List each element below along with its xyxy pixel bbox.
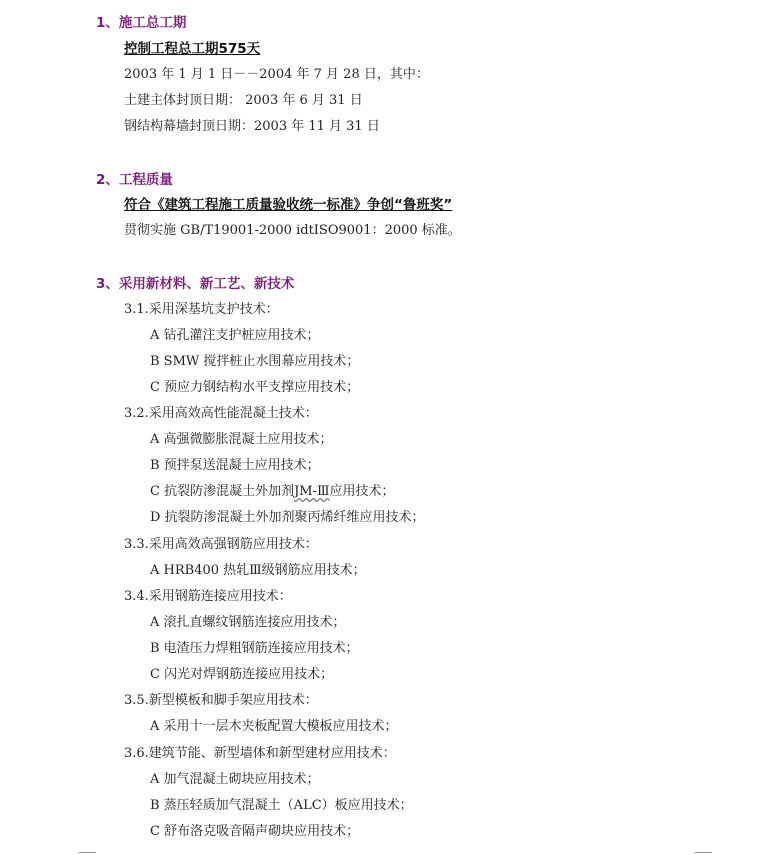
- item-3-3-title: 3.3.采用高效高强钢筋应用技术：: [124, 537, 318, 552]
- section-1-line-2: 土建主体封顶日期： 2003 年 6 月 31 日: [124, 93, 363, 108]
- section-1-heading: 1、施工总工期: [96, 15, 187, 31]
- item-3-4-b: B 电渣压力焊粗钢筋连接应用技术；: [150, 641, 359, 656]
- item-3-4-a: A 滚扎直螺纹钢筋连接应用技术；: [150, 615, 346, 630]
- section-1-subheading: 控制工程总工期575天: [124, 41, 261, 57]
- item-3-2-c-prefix: C 抗裂防渗混凝土外加剂: [150, 484, 295, 499]
- item-3-2-d: D 抗裂防渗混凝土外加剂聚丙烯纤维应用技术；: [150, 510, 425, 525]
- item-3-3-a: A HRB400 热轧Ⅲ级钢筋应用技术；: [150, 563, 366, 578]
- page-corner-mark-right: [694, 852, 712, 853]
- section-1-line-3: 钢结构幕墙封顶日期：2003 年 11 月 31 日: [124, 119, 380, 134]
- section-2-heading: 2、工程质量: [96, 172, 173, 188]
- item-3-6-a: A 加气混凝土砌块应用技术；: [150, 772, 320, 787]
- item-3-1-b: B SMW 搅拌桩止水围幕应用技术；: [150, 354, 360, 369]
- item-3-2-a: A 高强微膨胀混凝土应用技术；: [150, 432, 333, 447]
- section-3-heading: 3、采用新材料、新工艺、新技术: [96, 276, 295, 292]
- item-3-2-c-mark: JM-Ⅲ: [294, 484, 330, 499]
- section-1-line-1: 2003 年 1 月 1 日－－2004 年 7 月 28 日，其中：: [124, 67, 429, 82]
- item-3-4-c: C 闪光对焊钢筋连接应用技术；: [150, 667, 334, 682]
- item-3-2-c-suffix: 应用技术；: [329, 484, 395, 499]
- item-3-4-title: 3.4.采用钢筋连接应用技术：: [124, 589, 292, 604]
- section-2-line: 贯彻实施 GB/T19001-2000 idtISO9001：2000 标准。: [124, 223, 461, 238]
- item-3-5-a: A 采用十一层木夹板配置大模板应用技术；: [150, 719, 398, 734]
- item-3-1-title: 3.1.采用深基坑支护技术：: [124, 302, 279, 317]
- item-3-2-title: 3.2.采用高效高性能混凝土技术：: [124, 406, 318, 421]
- page-corner-mark-left: [78, 852, 96, 853]
- item-3-2-c: [150, 483, 395, 501]
- item-3-1-c: C 预应力钢结构水平支撑应用技术；: [150, 380, 360, 395]
- section-2-subheading: 符合《建筑工程施工质量验收统一标准》争创“鲁班奖”: [124, 197, 453, 213]
- item-3-2-b: B 预拌泵送混凝土应用技术；: [150, 458, 320, 473]
- item-3-5-title: 3.5.新型模板和脚手架应用技术：: [124, 693, 318, 708]
- item-3-6-c: C 舒布洛克吸音隔声砌块应用技术；: [150, 824, 360, 839]
- item-3-6-title: 3.6.建筑节能、新型墙体和新型建材应用技术：: [124, 746, 396, 761]
- item-3-6-b: B 蒸压轻质加气混凝土（ALC）板应用技术；: [150, 798, 413, 813]
- item-3-1-a: A 钻孔灌注支护桩应用技术；: [150, 328, 320, 343]
